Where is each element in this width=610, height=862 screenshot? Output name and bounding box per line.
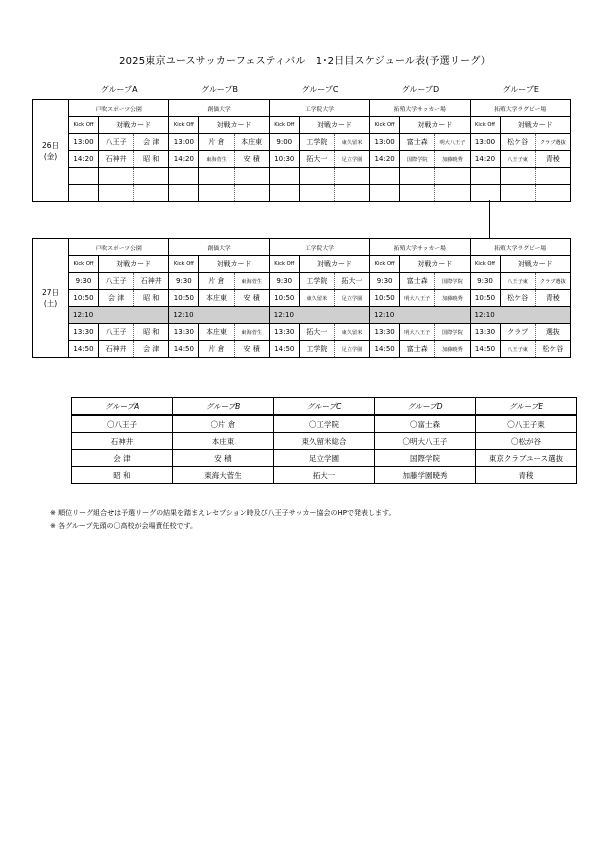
kickoff-time: 13:30 — [470, 324, 500, 341]
footnotes — [50, 507, 395, 533]
lunch-break: 12:10 — [269, 307, 369, 324]
kickoff-time: 13:00 — [470, 134, 500, 151]
kickoff-time: 14:50 — [269, 341, 299, 358]
away-team: 加藤暁秀 — [435, 151, 470, 168]
home-team: 片 倉 — [199, 341, 234, 358]
venue-name: 戸吹スポーツ公園 — [69, 100, 169, 117]
venue-name: 工学院大学 — [269, 100, 369, 117]
away-team — [134, 168, 169, 185]
home-team: 八王子東 — [500, 273, 535, 290]
group-team: 〇工学院 — [274, 415, 375, 433]
away-team — [334, 185, 369, 202]
away-team: 青稜 — [535, 290, 570, 307]
home-team: 明大八王子 — [400, 290, 435, 307]
away-team: 昭 和 — [134, 324, 169, 341]
venue-name: 創価大学 — [169, 100, 269, 117]
kickoff-time: 9:30 — [169, 273, 199, 290]
group-team: 青稜 — [476, 467, 577, 484]
kickoff-time: 13:00 — [370, 134, 400, 151]
home-team: 富士森 — [400, 134, 435, 151]
match-header: 対戦カード — [500, 256, 570, 273]
group-team: 東京クラブユース選抜 — [476, 450, 577, 467]
home-team: 松ケ谷 — [500, 134, 535, 151]
away-team: 足立学園 — [334, 341, 369, 358]
kickoff-header: Kick Off — [269, 256, 299, 273]
home-team: 本庄東 — [199, 290, 234, 307]
away-team: 選抜 — [535, 324, 570, 341]
away-team: クラブ選抜 — [535, 273, 570, 290]
venue-name: 拓殖大学サッカー場 — [370, 239, 470, 256]
group-team: 〇富士森 — [375, 415, 476, 433]
away-team — [435, 168, 470, 185]
home-team: 八王子 — [99, 324, 134, 341]
kickoff-header: Kick Off — [69, 256, 99, 273]
home-team: 東海菅生 — [199, 151, 234, 168]
kickoff-time — [269, 185, 299, 202]
home-team: 本庄東 — [199, 324, 234, 341]
home-team — [199, 168, 234, 185]
kickoff-time: 10:50 — [370, 290, 400, 307]
page-title: 2025東京ユースサッカーフェスティバル 1･2日目スケジュール表(予選リーグ） — [119, 56, 491, 67]
kickoff-time: 9:30 — [69, 273, 99, 290]
kickoff-header: Kick Off — [370, 117, 400, 134]
group-team: 〇八王子 — [72, 415, 173, 433]
day-weekday: (金) — [43, 151, 58, 161]
away-team: 東久留米 — [334, 324, 369, 341]
away-team: 安 積 — [234, 341, 269, 358]
match-header: 対戦カード — [400, 117, 470, 134]
home-team: 石神井 — [99, 341, 134, 358]
connector-line — [489, 200, 490, 238]
kickoff-time: 9:30 — [470, 273, 500, 290]
kickoff-header: Kick Off — [69, 117, 99, 134]
groups-header-b: グループB — [173, 398, 274, 416]
home-team — [199, 185, 234, 202]
groups-header-e: グループE — [476, 398, 577, 416]
away-team: 国際学院 — [435, 324, 470, 341]
group-team: 加藤学園暁秀 — [375, 467, 476, 484]
away-team: 青稜 — [535, 151, 570, 168]
venue-name: 工学院大学 — [269, 239, 369, 256]
group-header-e: グループE — [502, 85, 539, 94]
home-team — [500, 185, 535, 202]
home-team: クラブ — [500, 324, 535, 341]
away-team — [334, 168, 369, 185]
venue-name: 拓殖大学ラグビー場 — [470, 100, 570, 117]
group-header-b: グループB — [201, 85, 239, 94]
home-team — [299, 185, 334, 202]
away-team — [134, 185, 169, 202]
day-date: 27日 — [41, 288, 60, 297]
away-team: 国際学院 — [435, 273, 470, 290]
home-team: 片 倉 — [199, 273, 234, 290]
match-header: 対戦カード — [299, 117, 369, 134]
group-team: 国際学院 — [375, 450, 476, 467]
away-team: 拓大一 — [334, 273, 369, 290]
schedule-day2 — [32, 238, 571, 358]
groups-table — [71, 397, 577, 484]
kickoff-time: 13:30 — [69, 324, 99, 341]
kickoff-header: Kick Off — [470, 256, 500, 273]
kickoff-time — [169, 168, 199, 185]
venue-name: 拓殖大学サッカー場 — [370, 100, 470, 117]
group-team: 拓大一 — [274, 467, 375, 484]
away-team: 石神井 — [134, 273, 169, 290]
kickoff-time: 14:50 — [169, 341, 199, 358]
away-team: 安 積 — [234, 151, 269, 168]
group-header-row — [69, 84, 571, 96]
home-team: 明大八王子 — [400, 324, 435, 341]
kickoff-time — [169, 185, 199, 202]
kickoff-time: 9:00 — [269, 134, 299, 151]
away-team: 足立学園 — [334, 151, 369, 168]
day-weekday: (土) — [43, 299, 58, 308]
kickoff-time: 14:20 — [69, 151, 99, 168]
kickoff-time: 13:30 — [169, 324, 199, 341]
home-team: 石神井 — [99, 151, 134, 168]
away-team: 東海菅生 — [234, 324, 269, 341]
match-header: 対戦カード — [199, 256, 269, 273]
kickoff-time: 10:50 — [69, 290, 99, 307]
kickoff-header: Kick Off — [169, 117, 199, 134]
group-team: 足立学園 — [274, 450, 375, 467]
kickoff-time — [269, 168, 299, 185]
group-team: 〇明大八王子 — [375, 433, 476, 450]
group-team: 東久留米総合 — [274, 433, 375, 450]
away-team: 安 積 — [234, 290, 269, 307]
away-team: 加藤暁秀 — [435, 341, 470, 358]
home-team: 松ケ谷 — [500, 290, 535, 307]
match-header: 対戦カード — [99, 256, 169, 273]
home-team: 八王子 — [99, 273, 134, 290]
kickoff-time: 14:50 — [69, 341, 99, 358]
lunch-break: 12:10 — [470, 307, 570, 324]
kickoff-time: 13:00 — [69, 134, 99, 151]
away-team: 昭 和 — [134, 290, 169, 307]
kickoff-time: 10:50 — [470, 290, 500, 307]
kickoff-time — [370, 168, 400, 185]
groups-header-c: グループC — [274, 398, 375, 416]
lunch-break: 12:10 — [69, 307, 169, 324]
group-team: 東海大菅生 — [173, 467, 274, 484]
kickoff-header: Kick Off — [269, 117, 299, 134]
kickoff-time: 13:30 — [269, 324, 299, 341]
away-team: 足立学園 — [334, 290, 369, 307]
home-team: 工学院 — [299, 273, 334, 290]
home-team — [500, 168, 535, 185]
home-team: 富士森 — [400, 341, 435, 358]
group-team: 〇八王子東 — [476, 415, 577, 433]
match-header: 対戦カード — [299, 256, 369, 273]
kickoff-time: 10:50 — [269, 290, 299, 307]
home-team: 富士森 — [400, 273, 435, 290]
match-header: 対戦カード — [99, 117, 169, 134]
home-team: 拓大一 — [299, 324, 334, 341]
kickoff-time: 10:50 — [169, 290, 199, 307]
home-team: 八王子東 — [500, 341, 535, 358]
group-team: 本庄東 — [173, 433, 274, 450]
away-team: クラブ選抜 — [535, 134, 570, 151]
away-team: 本庄東 — [234, 134, 269, 151]
away-team: 会 津 — [134, 134, 169, 151]
away-team: 松ケ谷 — [535, 341, 570, 358]
group-header-d: グループD — [401, 85, 440, 94]
kickoff-time: 14:20 — [169, 151, 199, 168]
group-team: 石神井 — [72, 433, 173, 450]
venue-name: 創価大学 — [169, 239, 269, 256]
home-team: 片 倉 — [199, 134, 234, 151]
match-header: 対戦カード — [199, 117, 269, 134]
kickoff-time: 14:50 — [470, 341, 500, 358]
kickoff-time: 9:30 — [370, 273, 400, 290]
groups-header-d: グループD — [375, 398, 476, 416]
home-team: 会 津 — [99, 290, 134, 307]
kickoff-time: 14:20 — [370, 151, 400, 168]
kickoff-header: Kick Off — [169, 256, 199, 273]
home-team — [299, 168, 334, 185]
kickoff-header: Kick Off — [370, 256, 400, 273]
away-team — [234, 185, 269, 202]
group-header-c: グループC — [301, 85, 339, 94]
kickoff-time: 14:50 — [370, 341, 400, 358]
home-team: 工学院 — [299, 134, 334, 151]
schedule-day1 — [32, 99, 571, 202]
venue-name: 拓殖大学ラグビー場 — [470, 239, 570, 256]
lunch-break: 12:10 — [370, 307, 470, 324]
home-team: 工学院 — [299, 341, 334, 358]
kickoff-header: Kick Off — [470, 117, 500, 134]
kickoff-time: 13:00 — [169, 134, 199, 151]
kickoff-time — [470, 185, 500, 202]
away-team: 東久留米 — [334, 134, 369, 151]
home-team — [99, 168, 134, 185]
day-label — [33, 239, 69, 358]
venue-name: 戸吹スポーツ公園 — [69, 239, 169, 256]
away-team — [535, 168, 570, 185]
home-team: 国際学院 — [400, 151, 435, 168]
group-team: 安 積 — [173, 450, 274, 467]
kickoff-time: 10:30 — [269, 151, 299, 168]
day-label — [33, 100, 69, 202]
kickoff-time: 13:30 — [370, 324, 400, 341]
away-team — [535, 185, 570, 202]
home-team — [400, 168, 435, 185]
kickoff-time — [69, 168, 99, 185]
groups-header-a: グループA — [72, 398, 173, 416]
away-team — [435, 185, 470, 202]
footnote: ※ 各グループ先頭の〇高校が会場責任校です。 — [50, 522, 197, 530]
group-team: 〇松が谷 — [476, 433, 577, 450]
home-team — [99, 185, 134, 202]
away-team: 会 津 — [134, 341, 169, 358]
footnote: ※ 順位リーグ組合せは予選リーグの結果を踏まえレセプション時及び八王子サッカー協会のHPで発表します。 — [50, 509, 396, 517]
kickoff-time: 14:20 — [470, 151, 500, 168]
group-header-a: グループA — [100, 85, 138, 94]
match-header: 対戦カード — [400, 256, 470, 273]
home-team: 八王子 — [99, 134, 134, 151]
away-team — [234, 168, 269, 185]
home-team — [400, 185, 435, 202]
group-team: 〇片 倉 — [173, 415, 274, 433]
home-team: 拓大一 — [299, 151, 334, 168]
kickoff-time — [470, 168, 500, 185]
match-header: 対戦カード — [500, 117, 570, 134]
group-team: 会 津 — [72, 450, 173, 467]
away-team: 昭 和 — [134, 151, 169, 168]
day-date: 26日 — [41, 140, 60, 150]
kickoff-time: 9:30 — [269, 273, 299, 290]
group-team: 昭 和 — [72, 467, 173, 484]
away-team: 明大八王子 — [435, 134, 470, 151]
home-team: 東久留米 — [299, 290, 334, 307]
home-team: 八王子東 — [500, 151, 535, 168]
lunch-break: 12:10 — [169, 307, 269, 324]
away-team: 東海菅生 — [234, 273, 269, 290]
away-team: 加藤暁秀 — [435, 290, 470, 307]
kickoff-time — [370, 185, 400, 202]
kickoff-time — [69, 185, 99, 202]
